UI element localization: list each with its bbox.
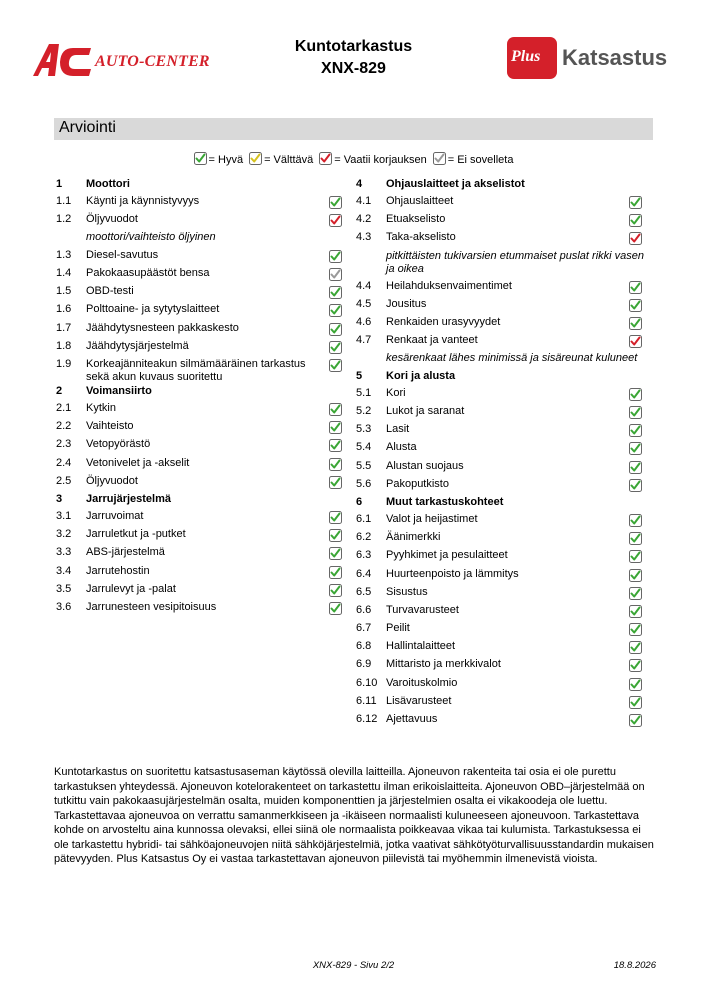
checkbox-good-icon: [629, 196, 642, 209]
checklist-row: [354, 334, 644, 352]
item-number: 2.1: [56, 402, 72, 414]
item-number: 1.7: [56, 321, 72, 334]
item-number: 6: [356, 495, 363, 508]
checkbox-good-icon: [629, 406, 642, 419]
plus-badge: [507, 37, 557, 79]
section-header-bar: [54, 118, 653, 140]
checkbox-good-icon: [329, 602, 342, 615]
legend-item-fair: [249, 152, 313, 166]
checkbox-bad-icon: [629, 335, 642, 348]
status-mark: [329, 196, 342, 213]
remark-row: [54, 231, 344, 249]
item-label: Huurteenpoisto ja lämmitys: [386, 567, 519, 580]
item-label: Jarrujärjestelmä: [86, 492, 171, 505]
status-mark: [629, 714, 642, 731]
checkbox-good-icon: [629, 659, 642, 672]
status-mark: [329, 511, 342, 528]
status-mark: [329, 403, 342, 420]
item-label: Taka-akselisto: [386, 231, 456, 244]
status-mark: [329, 421, 342, 438]
checklist-row: [354, 195, 644, 213]
checkbox-good-icon: [329, 304, 342, 317]
checkbox-good-icon: [629, 550, 642, 563]
checklist-row: [354, 460, 644, 478]
status-mark: [329, 584, 342, 601]
checkbox-bad-icon: [319, 152, 332, 165]
item-number: 6.3: [356, 549, 372, 562]
item-label: Alustan suojaus: [386, 459, 464, 472]
checkbox-good-icon: [629, 714, 642, 727]
checkbox-good-icon: [629, 623, 642, 636]
legend-item-good: [194, 152, 244, 166]
item-label: Voimansiirto: [86, 385, 152, 397]
item-label: Lasit: [386, 423, 410, 436]
checklist-row: [54, 322, 344, 340]
checklist-row: [54, 285, 344, 303]
item-label: Äänimerkki: [386, 531, 441, 544]
item-label: Jarrunesteen vesipitoisuus: [86, 600, 217, 613]
checkbox-bad-icon: [629, 232, 642, 245]
status-mark: [329, 286, 342, 303]
checkbox-good-icon: [329, 511, 342, 524]
checkbox-good-icon: [629, 461, 642, 474]
status-mark: [629, 659, 642, 676]
item-label: Käynti ja käynnistyvyys: [86, 195, 200, 207]
checklist-row: [354, 298, 644, 316]
status-mark: [329, 529, 342, 546]
checkbox-good-icon: [329, 250, 342, 263]
status-mark: [629, 532, 642, 549]
item-label: Öljyvuodot: [86, 474, 138, 487]
status-mark: [629, 424, 642, 441]
section-heading-row: [354, 178, 644, 195]
section-heading-row: [354, 496, 644, 513]
checkbox-good-icon: [329, 323, 342, 336]
remark-row: [354, 352, 644, 370]
checkbox-good-icon: [629, 424, 642, 437]
item-label: Vaihteisto: [86, 420, 134, 433]
section-heading-row: [54, 385, 344, 402]
item-number: 2.2: [56, 420, 72, 433]
checklist-row: [354, 405, 644, 423]
checklist-row: [354, 622, 644, 640]
checkbox-good-icon: [629, 479, 642, 492]
status-mark: [629, 587, 642, 604]
checklist-row: [54, 528, 344, 546]
checklist-row: [354, 531, 644, 549]
item-number: 6.4: [356, 567, 372, 580]
item-label: Hallintalaitteet: [386, 640, 456, 653]
item-label: Pakoputkisto: [386, 477, 449, 490]
item-number: 1.1: [56, 195, 72, 207]
checkbox-good-icon: [629, 281, 642, 294]
checklist-row: [354, 280, 644, 298]
item-number: 6.12: [356, 713, 378, 725]
item-label: Jarrutehostin: [86, 564, 150, 577]
item-number: 2.4: [56, 456, 72, 469]
item-number: 4.4: [356, 279, 372, 292]
checklist-row: [354, 713, 644, 731]
status-mark: [629, 317, 642, 334]
checkbox-good-icon: [329, 196, 342, 209]
status-mark: [629, 232, 642, 249]
katsastus-logo-text: Katsastus: [562, 45, 668, 70]
item-number: 4.6: [356, 315, 372, 328]
item-number: 6.7: [356, 622, 372, 635]
item-number: 2.3: [56, 438, 72, 451]
checkbox-good-icon: [329, 439, 342, 452]
item-label: OBD-testi: [86, 285, 134, 298]
item-label: Ohjauslaitteet: [386, 195, 454, 207]
remark-text: moottori/vaihteisto öljyinen: [86, 231, 216, 244]
item-label: Polttoaine- ja sytytyslaitteet: [86, 303, 220, 316]
checklist-row: [354, 478, 644, 496]
item-label: Jäähdytysjärjestelmä: [86, 339, 189, 352]
item-number: 6.8: [356, 640, 372, 653]
checklist-row: [354, 441, 644, 459]
item-label: Turvavarusteet: [386, 603, 459, 616]
item-label: Alusta: [386, 441, 417, 454]
status-mark: [629, 214, 642, 231]
checklist-row: [54, 475, 344, 493]
right-checklist-column: [354, 178, 644, 731]
item-number: 5.6: [356, 477, 372, 490]
item-label: Jarruletkut ja -putket: [86, 528, 186, 541]
checklist-row: [354, 677, 644, 695]
item-label: Kori: [386, 386, 406, 399]
item-number: 6.11: [356, 694, 377, 707]
item-label: Etuakselisto: [386, 213, 446, 226]
item-label: Muut tarkastuskohteet: [386, 495, 504, 508]
status-mark: [629, 388, 642, 405]
remark-text: kesärenkaat lähes minimissä ja sisäreunat kuluneet: [386, 352, 638, 365]
item-number: 5.1: [356, 386, 372, 399]
checkbox-good-icon: [329, 286, 342, 299]
item-number: 6.9: [356, 658, 372, 671]
status-mark: [629, 641, 642, 658]
item-number: 3.6: [56, 600, 72, 613]
remark-row: [354, 250, 644, 280]
plus-katsastus-logo: [507, 37, 677, 81]
item-number: 4.5: [356, 297, 372, 310]
item-number: 3.2: [56, 528, 72, 541]
checkbox-good-icon: [329, 547, 342, 560]
checklist-row: [354, 549, 644, 567]
item-label: Vetonivelet ja -akselit: [86, 456, 190, 469]
checkbox-good-icon: [629, 532, 642, 545]
item-label: Renkaiden urasyvyydet: [386, 315, 501, 328]
item-number: 6.10: [356, 676, 378, 689]
item-number: 5.2: [356, 405, 372, 417]
status-mark: [329, 341, 342, 358]
item-label: ABS-järjestelmä: [86, 546, 165, 559]
checklist-row: [54, 249, 344, 267]
item-number: 5.5: [356, 459, 372, 472]
item-label: Jäähdytysnesteen pakkaskesto: [86, 321, 239, 334]
checkbox-good-icon: [329, 476, 342, 489]
item-number: 4: [356, 178, 363, 190]
section-title: Arviointi: [59, 119, 116, 136]
checklist-row: [354, 513, 644, 531]
checkbox-good-icon: [629, 514, 642, 527]
item-label: Ajettavuus: [386, 713, 438, 725]
checkbox-good-icon: [329, 566, 342, 579]
checklist-row: [54, 565, 344, 583]
item-label: Vetopyörästö: [86, 438, 151, 451]
section-heading-row: [54, 493, 344, 510]
checklist-row: [54, 438, 344, 456]
checkbox-good-icon: [329, 359, 342, 372]
section-heading-row: [354, 370, 644, 387]
item-number: 1.2: [56, 213, 72, 226]
status-mark: [629, 678, 642, 695]
status-mark: [629, 479, 642, 496]
checklist-row: [354, 316, 644, 334]
item-label: Valot ja heijastimet: [386, 512, 478, 525]
item-label: Jousitus: [386, 297, 427, 310]
item-number: 4.7: [356, 334, 372, 347]
item-number: 6.1: [356, 512, 372, 525]
status-mark: [329, 214, 342, 231]
status-mark: [329, 547, 342, 564]
status-mark: [629, 605, 642, 622]
legend-label: = Vaatii korjauksen: [334, 154, 427, 166]
status-mark: [329, 304, 342, 321]
auto-center-logo-text: AUTO-CENTER: [95, 53, 210, 70]
title-line-1: Kuntotarkastus: [294, 38, 413, 55]
status-mark: [329, 458, 342, 475]
item-label: Varoituskolmio: [386, 676, 458, 689]
status-legend: [0, 152, 707, 166]
status-mark: [329, 268, 342, 285]
checkbox-good-icon: [329, 584, 342, 597]
item-label: Diesel-savutus: [86, 248, 159, 261]
item-number: 1.9: [56, 358, 72, 370]
item-number: 1: [56, 178, 63, 190]
checkbox-good-icon: [329, 458, 342, 471]
title-line-2: XNX-829: [321, 60, 386, 77]
status-mark: [629, 335, 642, 352]
status-mark: [629, 299, 642, 316]
checklist-row: [54, 402, 344, 420]
item-number: 1.4: [56, 267, 72, 280]
status-mark: [629, 406, 642, 423]
checkbox-good-icon: [629, 569, 642, 582]
status-mark: [329, 602, 342, 619]
item-label: Jarrulevyt ja -palat: [86, 582, 176, 595]
checklist-row: [354, 695, 644, 713]
item-number: 3.1: [56, 509, 72, 522]
item-number: 3.3: [56, 546, 72, 559]
item-number: 6.2: [356, 531, 372, 544]
checklist-row: [54, 267, 344, 285]
left-checklist-column: [54, 178, 344, 619]
checkbox-good-icon: [629, 388, 642, 401]
checkbox-good-icon: [194, 152, 207, 165]
item-number: 1.6: [56, 303, 72, 316]
checkbox-good-icon: [329, 403, 342, 416]
checklist-row: [54, 510, 344, 528]
checkbox-good-icon: [629, 678, 642, 691]
legend-item-na: [433, 152, 514, 166]
checklist-row: [354, 568, 644, 586]
item-label: Heilahduksenvaimentimet: [386, 279, 512, 292]
footer-date: 18.8.2026: [613, 960, 656, 971]
item-number: 3.4: [56, 564, 72, 577]
checklist-row: [354, 387, 644, 405]
plus-badge-text: Plus: [511, 48, 541, 65]
status-mark: [629, 514, 642, 531]
status-mark: [629, 550, 642, 567]
status-mark: [329, 359, 342, 376]
item-number: 2: [56, 385, 63, 397]
checklist-row: [54, 358, 344, 385]
item-label: Kytkin: [86, 402, 116, 414]
checkbox-good-icon: [629, 587, 642, 600]
checkbox-good-icon: [329, 421, 342, 434]
status-mark: [329, 323, 342, 340]
status-mark: [629, 196, 642, 213]
checkbox-good-icon: [629, 317, 642, 330]
item-number: 5.4: [356, 441, 372, 454]
item-number: 5: [356, 369, 363, 382]
checklist-row: [54, 303, 344, 321]
status-mark: [629, 281, 642, 298]
item-number: 4.2: [356, 213, 372, 226]
item-number: 3.5: [56, 582, 72, 595]
checkbox-fair-icon: [249, 152, 262, 165]
checkbox-bad-icon: [329, 214, 342, 227]
item-number: 1.8: [56, 339, 72, 352]
item-number: 1.5: [56, 285, 72, 298]
item-label: Peilit: [386, 622, 410, 635]
checkbox-good-icon: [629, 299, 642, 312]
checklist-row: [354, 658, 644, 676]
checklist-row: [54, 601, 344, 619]
checkbox-good-icon: [329, 341, 342, 354]
checklist-row: [54, 583, 344, 601]
checklist-row: [54, 340, 344, 358]
item-number: 1.3: [56, 248, 72, 261]
status-mark: [629, 442, 642, 459]
remark-text: pitkittäisten tukivarsien etummaiset puslat rikki vasen ja oikea: [386, 249, 644, 275]
section-heading-row: [54, 178, 344, 195]
checklist-row: [54, 546, 344, 564]
checklist-row: [54, 457, 344, 475]
item-number: 2.5: [56, 474, 72, 487]
item-label: Renkaat ja vanteet: [386, 334, 478, 347]
status-mark: [629, 623, 642, 640]
checklist-row: [54, 195, 344, 213]
page-header: [0, 0, 707, 100]
item-label: Ohjauslaitteet ja akselistot: [386, 178, 525, 190]
item-label: Lisävarusteet: [386, 694, 452, 707]
status-mark: [329, 250, 342, 267]
footer-page-number: XNX-829 - Sivu 2/2: [312, 960, 395, 971]
item-number: 6.6: [356, 603, 372, 616]
item-label: Pakokaasupäästöt bensa: [86, 267, 210, 280]
item-label: Kori ja alusta: [386, 369, 456, 382]
checkbox-na-icon: [433, 152, 446, 165]
status-mark: [629, 461, 642, 478]
status-mark: [329, 566, 342, 583]
checklist-row: [54, 420, 344, 438]
item-number: 3: [56, 492, 63, 505]
checklist-row: [354, 640, 644, 658]
checklist-row: [354, 423, 644, 441]
item-label: Moottori: [86, 178, 130, 190]
item-label: Mittaristo ja merkkivalot: [386, 658, 501, 671]
checkbox-good-icon: [329, 529, 342, 542]
checkbox-na-icon: [329, 268, 342, 281]
status-mark: [629, 569, 642, 586]
item-label: Sisustus: [386, 585, 428, 598]
legend-label: = Ei sovelleta: [447, 154, 514, 166]
item-number: 6.5: [356, 585, 372, 598]
checklist-row: [354, 604, 644, 622]
item-label: Öljyvuodot: [86, 213, 138, 226]
checkbox-good-icon: [629, 696, 642, 709]
checklist-row: [354, 213, 644, 231]
legend-label: = Hyvä: [208, 154, 244, 166]
item-label: Lukot ja saranat: [386, 405, 465, 417]
status-mark: [329, 476, 342, 493]
checkbox-good-icon: [629, 605, 642, 618]
checkbox-good-icon: [629, 442, 642, 455]
item-number: 4.3: [356, 231, 372, 244]
disclaimer-text: Kuntotarkastus on suoritettu katsastusaseman käytössä olevilla laitteilla. Ajoneuvon rakenteita tai osia ei ole purettu tarkastuksen yhteydessä. Ajoneuvon kotelorakenteet on tarkastettu ilman erikoislaitteita. Ajoneuvon OBD–järjestelmää on tutkittu vain pakokaasujärjestelmän osalta, muiden komponenttien ja järjestelmien osalta ei vikakoodeja ole luettu. Tarkastettavaa ajoneuvoa on verrattu samanmerkkiseen ja -ikäiseen normaalisti kuluneeseen ajoneuvoon. Tarkastettava kohde on arvosteltu aina kunnossa olevaksi, ellei siinä ole normaalista poikkeavaa vikaa tai kulumista. Tarkastuksessa ei ole tarkastettu hybridi- tai sähköajoneuvojen niitä sähköjärjestelmiä, jotka vaativat sähkötyöturvallisuusstandardin mukaisen pätevyyden. Plus Katsastus Oy ei vastaa tarkastettavan ajoneuvon piilevistä tai myöhemmin ilmenevistä vioista.: [54, 766, 654, 865]
item-label: Pyyhkimet ja pesulaitteet: [386, 549, 508, 562]
legend-label: = Välttävä: [264, 154, 314, 166]
checkbox-good-icon: [629, 214, 642, 227]
status-mark: [329, 439, 342, 456]
status-mark: [629, 696, 642, 713]
checklist-row: [54, 213, 344, 231]
item-label: Korkeajänniteakun silmämääräinen tarkastus sekä akun kuvaus suoritettu: [86, 358, 306, 383]
item-number: 4.1: [356, 195, 372, 207]
checklist-row: [354, 231, 644, 249]
item-label: Jarruvoimat: [86, 509, 144, 522]
checklist-row: [354, 586, 644, 604]
checkbox-good-icon: [629, 641, 642, 654]
legend-item-bad: [319, 152, 426, 166]
item-number: 5.3: [356, 423, 372, 436]
